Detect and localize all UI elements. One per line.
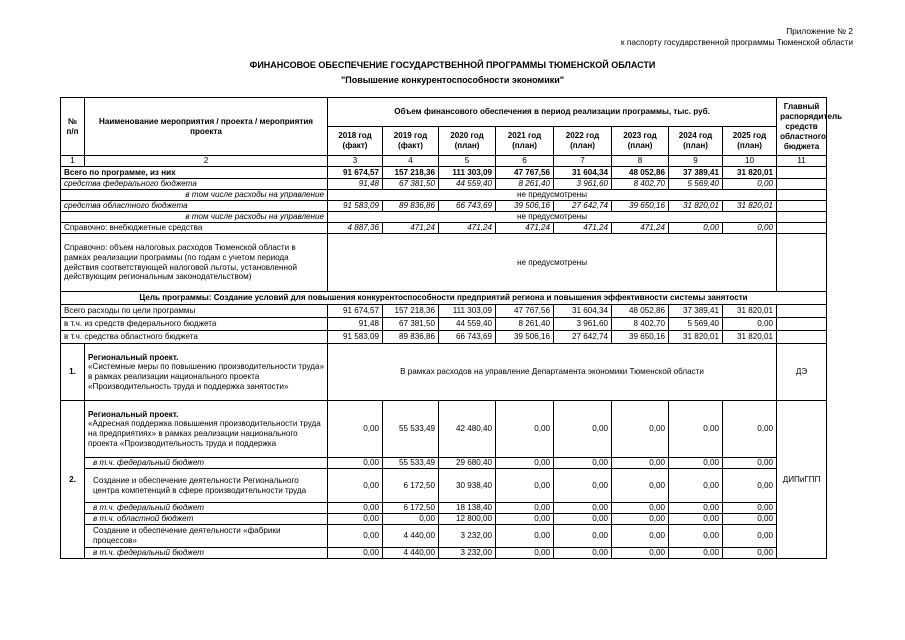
- appendix-line2: к паспорту государственной программы Тюменской области: [620, 36, 853, 47]
- value-cell: 0,00: [496, 548, 554, 559]
- value-cell: 4 887,36: [328, 223, 383, 234]
- header-name: Наименование мероприятия / проекта / мероприятия проекта: [85, 98, 328, 156]
- merged-note: не предусмотрены: [328, 212, 777, 223]
- value-cell: 0,00: [612, 525, 669, 548]
- merged-note: не предусмотрены: [328, 190, 777, 201]
- value-cell: 0,00: [723, 469, 777, 503]
- value-cell: 91,48: [328, 318, 383, 331]
- value-cell: 37 389,41: [669, 167, 723, 179]
- value-cell: 0,00: [723, 179, 777, 190]
- project-row: [61, 525, 827, 548]
- value-cell: 0,00: [669, 401, 723, 458]
- manager-cell: [777, 212, 827, 223]
- value-cell: 48 052,86: [612, 305, 669, 318]
- project-row: [61, 469, 827, 503]
- value-cell: 111 303,09: [439, 167, 496, 179]
- value-cell: 39 650,16: [612, 331, 669, 344]
- value-cell: 0,00: [496, 503, 554, 514]
- column-number: 1: [61, 156, 85, 167]
- value-cell: 0,00: [554, 514, 612, 525]
- row-label: в том числе расходы на управление: [61, 212, 328, 223]
- value-cell: 0,00: [496, 525, 554, 548]
- program-row: [61, 234, 827, 292]
- merged-note: не предусмотрены: [328, 234, 777, 292]
- value-cell: 3 961,60: [554, 318, 612, 331]
- appendix-note: [621, 26, 853, 47]
- value-cell: 0,00: [328, 458, 383, 469]
- row-label: Всего расходы по цели программы: [61, 305, 328, 318]
- program-row: [61, 190, 827, 201]
- project-name: [85, 401, 328, 458]
- manager-cell: [777, 223, 827, 234]
- row-label: в т.ч. областной бюджет: [85, 514, 328, 525]
- header-year: 2023 год (план): [612, 127, 669, 156]
- project-row: [61, 401, 827, 458]
- row-label: в том числе расходы на управление: [61, 190, 328, 201]
- value-cell: 0,00: [328, 548, 383, 559]
- value-cell: 66 743,69: [439, 201, 496, 212]
- value-cell: 0,00: [723, 318, 777, 331]
- column-number: 4: [383, 156, 439, 167]
- value-cell: 0,00: [669, 469, 723, 503]
- header-year: 2019 год (факт): [383, 127, 439, 156]
- column-number: 2: [85, 156, 328, 167]
- financing-table: [60, 97, 843, 559]
- row-label: Создание и обеспечение деятельности «фабрики процессов»: [85, 525, 328, 548]
- value-cell: 0,00: [669, 503, 723, 514]
- value-cell: 157 218,36: [383, 305, 439, 318]
- value-cell: 0,00: [554, 469, 612, 503]
- value-cell: 0,00: [554, 548, 612, 559]
- value-cell: 0,00: [496, 401, 554, 458]
- column-number: 3: [328, 156, 383, 167]
- value-cell: 67 381,50: [383, 179, 439, 190]
- project-row: [61, 503, 827, 514]
- value-cell: 0,00: [612, 548, 669, 559]
- value-cell: 157 218,36: [383, 167, 439, 179]
- value-cell: 39 506,16: [496, 201, 554, 212]
- row-label: в т.ч. из средств федерального бюджета: [61, 318, 328, 331]
- value-cell: 8 261,40: [496, 179, 554, 190]
- program-row: [61, 223, 827, 234]
- row-label: в т.ч. федеральный бюджет: [85, 503, 328, 514]
- value-cell: 0,00: [723, 223, 777, 234]
- value-cell: 39 506,16: [496, 331, 554, 344]
- goal-row: [61, 305, 827, 318]
- header-year: 2020 год (план): [439, 127, 496, 156]
- goal-row: [61, 331, 827, 344]
- column-number: 6: [496, 156, 554, 167]
- project-name: [85, 344, 328, 401]
- value-cell: 8 402,70: [612, 179, 669, 190]
- header-year: 2025 год (план): [723, 127, 777, 156]
- value-cell: 0,00: [328, 503, 383, 514]
- project-row: [61, 458, 827, 469]
- value-cell: 91 674,57: [328, 167, 383, 179]
- value-cell: 12 800,00: [439, 514, 496, 525]
- value-cell: 0,00: [554, 525, 612, 548]
- column-number: 11: [777, 156, 827, 167]
- program-row: [61, 179, 827, 190]
- value-cell: 48 052,86: [612, 167, 669, 179]
- manager-cell: ДИПиГПП: [777, 401, 827, 559]
- value-cell: 0,00: [612, 514, 669, 525]
- value-cell: 66 743,69: [439, 331, 496, 344]
- value-cell: 471,24: [439, 223, 496, 234]
- value-cell: 91 583,09: [328, 331, 383, 344]
- value-cell: 91,48: [328, 179, 383, 190]
- manager-cell: [777, 234, 827, 292]
- value-cell: 4 440,00: [383, 525, 439, 548]
- value-cell: 0,00: [723, 548, 777, 559]
- value-cell: 18 138,40: [439, 503, 496, 514]
- program-row: [61, 212, 827, 223]
- value-cell: 47 767,56: [496, 167, 554, 179]
- value-cell: 8 261,40: [496, 318, 554, 331]
- value-cell: 0,00: [669, 548, 723, 559]
- header-year: 2024 год (план): [669, 127, 723, 156]
- project-row: [61, 548, 827, 559]
- value-cell: 67 381,50: [383, 318, 439, 331]
- project-description: «Адресная поддержка повышения производительности труда на предприятиях» в рамках реализации национального проекта «Производительность труда и поддержка: [88, 419, 321, 448]
- project-title: Региональный проект.: [88, 352, 179, 362]
- manager-cell: [777, 201, 827, 212]
- manager-cell: [777, 167, 827, 179]
- value-cell: 44 559,40: [439, 318, 496, 331]
- column-number: 7: [554, 156, 612, 167]
- value-cell: 0,00: [496, 458, 554, 469]
- row-label: в т.ч. федеральный бюджет: [85, 548, 328, 559]
- value-cell: 6 172,50: [383, 503, 439, 514]
- value-cell: 0,00: [612, 469, 669, 503]
- project-number: 1.: [61, 344, 85, 401]
- value-cell: 0,00: [328, 401, 383, 458]
- value-cell: 0,00: [328, 469, 383, 503]
- value-cell: 31 820,01: [723, 167, 777, 179]
- value-cell: 0,00: [612, 401, 669, 458]
- value-cell: 0,00: [328, 525, 383, 548]
- row-label: в т.ч. средства областного бюджета: [61, 331, 328, 344]
- value-cell: 0,00: [723, 525, 777, 548]
- manager-cell: ДЭ: [777, 344, 827, 401]
- row-label: Создание и обеспечение деятельности Регионального центра компетенций в сфере производительности труда: [85, 469, 328, 503]
- project-number: 2.: [61, 401, 85, 559]
- manager-cell: [777, 305, 827, 318]
- program-row: [61, 167, 827, 179]
- value-cell: 31 820,01: [723, 305, 777, 318]
- program-goal: Цель программы: Создание условий для повышения конкурентоспособности предприятий региона и повышения эффективности системы занятости: [61, 292, 827, 305]
- column-number: 8: [612, 156, 669, 167]
- value-cell: 55 533,49: [383, 401, 439, 458]
- header-volume: Объем финансового обеспечения в период реализации программы, тыс. руб.: [328, 98, 777, 127]
- value-cell: 0,00: [554, 401, 612, 458]
- manager-cell: [777, 190, 827, 201]
- value-cell: 3 961,60: [554, 179, 612, 190]
- value-cell: 3 232,00: [439, 548, 496, 559]
- header-year: 2021 год (план): [496, 127, 554, 156]
- manager-cell: [777, 331, 827, 344]
- value-cell: 0,00: [669, 514, 723, 525]
- value-cell: 3 232,00: [439, 525, 496, 548]
- value-cell: 0,00: [554, 458, 612, 469]
- manager-cell: [777, 318, 827, 331]
- value-cell: 471,24: [496, 223, 554, 234]
- value-cell: 31 820,01: [669, 331, 723, 344]
- value-cell: 91 583,09: [328, 201, 383, 212]
- value-cell: 5 569,40: [669, 179, 723, 190]
- value-cell: 0,00: [723, 458, 777, 469]
- value-cell: 29 680,40: [439, 458, 496, 469]
- value-cell: 0,00: [723, 401, 777, 458]
- merged-note: В рамках расходов на управление Департамента экономики Тюменской области: [328, 344, 777, 401]
- value-cell: 4 440,00: [383, 548, 439, 559]
- row-label: Всего по программе, из них: [61, 167, 328, 179]
- value-cell: 27 642,74: [554, 331, 612, 344]
- value-cell: 91 674,57: [328, 305, 383, 318]
- value-cell: 0,00: [554, 503, 612, 514]
- header-manager: Главный распорядитель средств областного бюджета: [777, 98, 827, 156]
- project-title: Региональный проект.: [88, 409, 179, 419]
- header-num: № п/п: [61, 98, 85, 156]
- row-label: в т.ч. федеральный бюджет: [85, 458, 328, 469]
- value-cell: 8 402,70: [612, 318, 669, 331]
- value-cell: 0,00: [669, 458, 723, 469]
- project-description: «Системные меры по повышению производительности труда» в рамках реализации национального проекта «Производительность труда и поддержка занятости»: [88, 362, 325, 391]
- value-cell: 471,24: [612, 223, 669, 234]
- column-number: 5: [439, 156, 496, 167]
- row-label: средства областного бюджета: [61, 201, 328, 212]
- goal-row: [61, 318, 827, 331]
- value-cell: 0,00: [383, 514, 439, 525]
- header-year: 2022 год (план): [554, 127, 612, 156]
- project-row: [61, 344, 827, 401]
- document-title: ФИНАНСОВОЕ ОБЕСПЕЧЕНИЕ ГОСУДАРСТВЕННОЙ ПРОГРАММЫ ТЮМЕНСКОЙ ОБЛАСТИ: [249, 60, 656, 70]
- value-cell: 0,00: [496, 514, 554, 525]
- value-cell: 89 836,86: [383, 331, 439, 344]
- project-row: [61, 514, 827, 525]
- row-label: Справочно: внебюджетные средства: [61, 223, 328, 234]
- value-cell: 0,00: [612, 458, 669, 469]
- value-cell: 111 303,09: [439, 305, 496, 318]
- appendix-line1: Приложение № 2: [786, 26, 853, 36]
- value-cell: 31 604,34: [554, 305, 612, 318]
- value-cell: 31 820,01: [723, 201, 777, 212]
- value-cell: 0,00: [723, 503, 777, 514]
- value-cell: 471,24: [383, 223, 439, 234]
- value-cell: 47 767,56: [496, 305, 554, 318]
- value-cell: 0,00: [669, 223, 723, 234]
- value-cell: 31 820,01: [669, 201, 723, 212]
- value-cell: 44 559,40: [439, 179, 496, 190]
- value-cell: 0,00: [669, 525, 723, 548]
- value-cell: 5 569,40: [669, 318, 723, 331]
- value-cell: 0,00: [723, 514, 777, 525]
- value-cell: 39 650,16: [612, 201, 669, 212]
- column-number: 10: [723, 156, 777, 167]
- row-label: Справочно: объем налоговых расходов Тюменской области в рамках реализации программы (по годам с учетом периода действия соответствующей налоговой льготы, установленной действующим региональным законодательством): [61, 234, 328, 292]
- value-cell: 0,00: [328, 514, 383, 525]
- program-name: "Повышение конкурентоспособности экономики": [340, 75, 565, 85]
- manager-cell: [777, 179, 827, 190]
- column-number: 9: [669, 156, 723, 167]
- value-cell: 42 480,40: [439, 401, 496, 458]
- value-cell: 30 938,40: [439, 469, 496, 503]
- row-label: средства федерального бюджета: [61, 179, 328, 190]
- program-row: [61, 201, 827, 212]
- value-cell: 89 836,86: [383, 201, 439, 212]
- value-cell: 31 820,01: [723, 331, 777, 344]
- value-cell: 27 642,74: [554, 201, 612, 212]
- value-cell: 6 172,50: [383, 469, 439, 503]
- value-cell: 471,24: [554, 223, 612, 234]
- header-year: 2018 год (факт): [328, 127, 383, 156]
- value-cell: 0,00: [612, 503, 669, 514]
- value-cell: 31 604,34: [554, 167, 612, 179]
- value-cell: 37 389,41: [669, 305, 723, 318]
- value-cell: 55 533,49: [383, 458, 439, 469]
- value-cell: 0,00: [496, 469, 554, 503]
